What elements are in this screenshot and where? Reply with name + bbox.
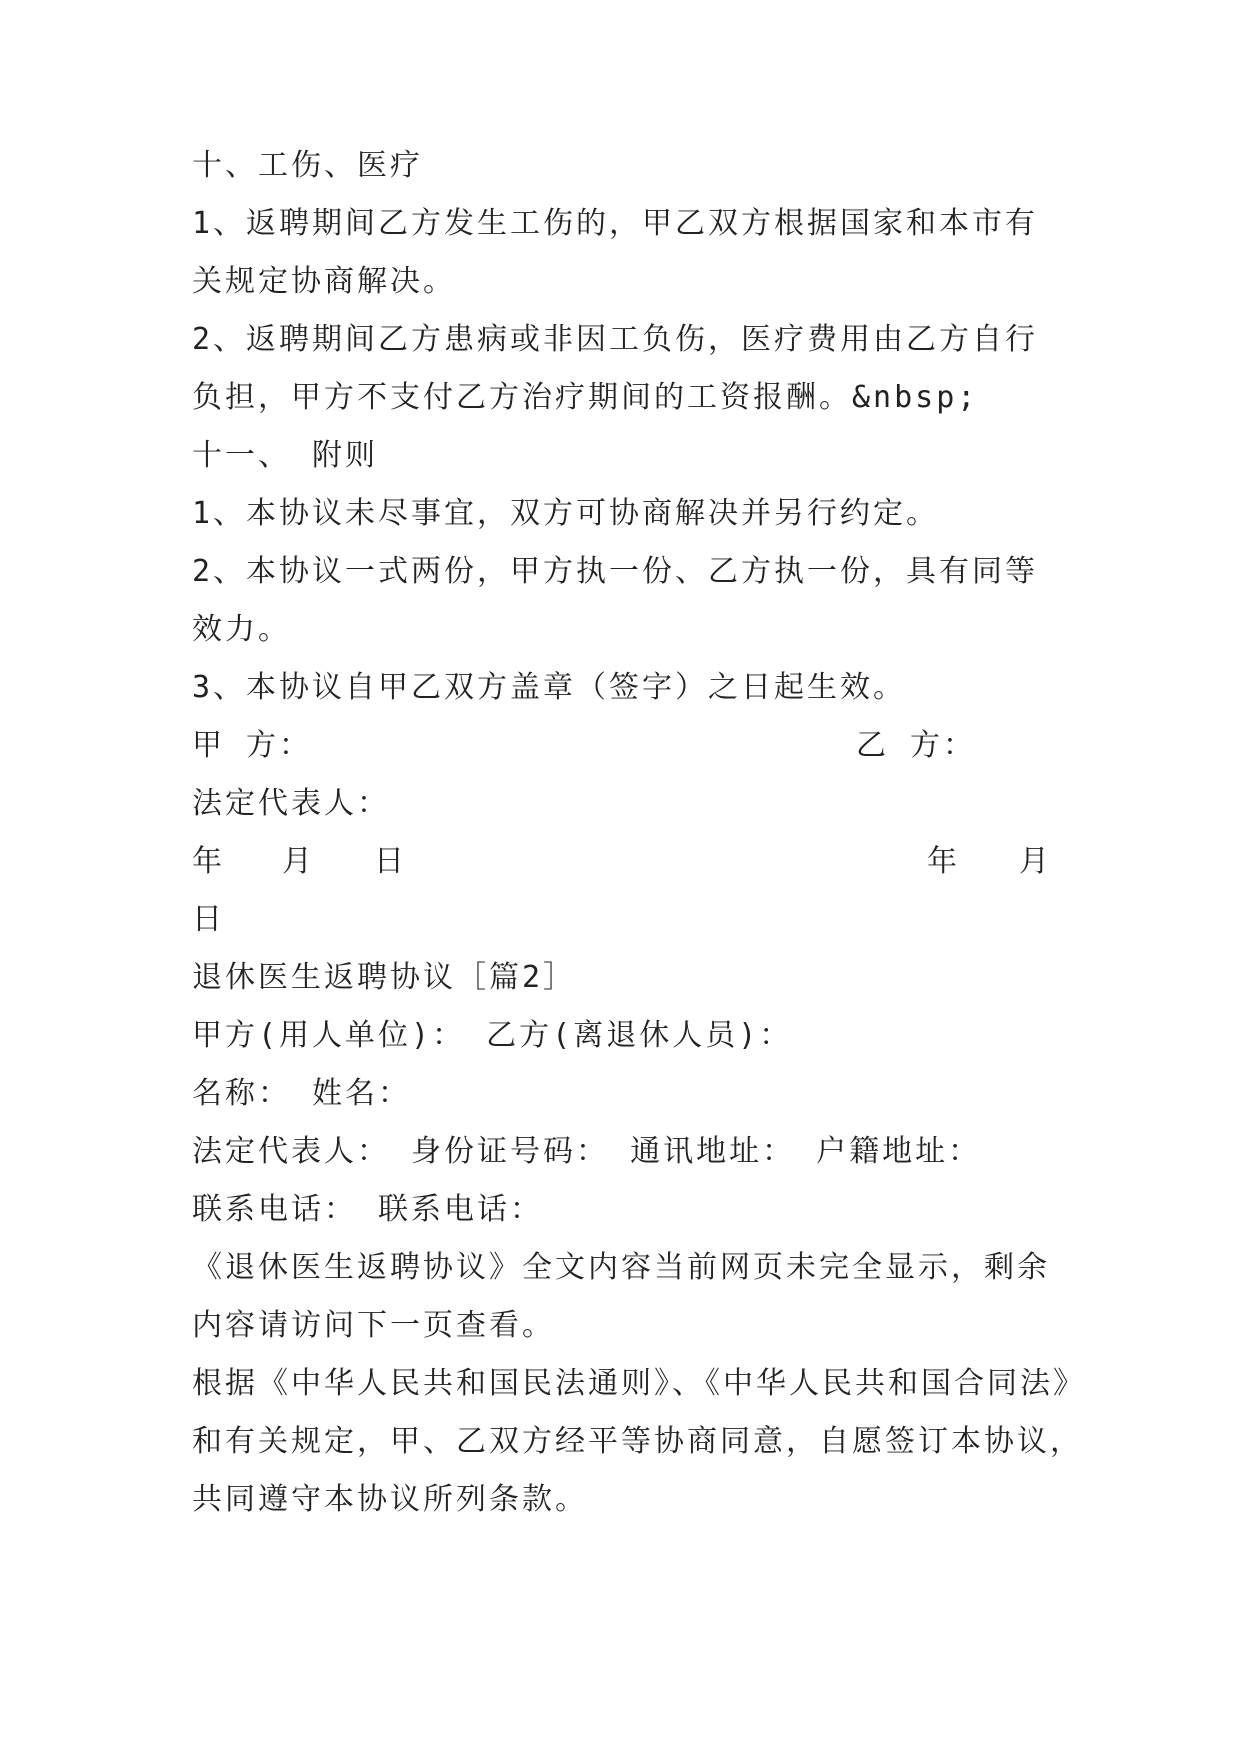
article-2-title: 退休医生返聘协议［篇2］ bbox=[192, 960, 577, 995]
article-2-notice-line-1: 《退休医生返聘协议》全文内容当前网页未完全显示，剩余 bbox=[192, 1250, 1050, 1285]
section-10-item-2-line-1: 2、返聘期间乙方患病或非因工负伤，医疗费用由乙方自行 bbox=[192, 322, 1039, 357]
article-2-intro-line-1: 根据《中华人民共和国民法通则》、《中华人民共和国合同法》 bbox=[192, 1366, 1086, 1401]
date-b-month: 月 bbox=[1019, 844, 1052, 879]
section-10-item-1-line-1: 1、返聘期间乙方发生工伤的，甲乙双方根据国家和本市有 bbox=[192, 206, 1039, 241]
section-11-heading: 十一、 附则 bbox=[192, 438, 379, 473]
section-10-item-1-line-2: 关规定协商解决。 bbox=[192, 264, 456, 299]
signature-date-wrap-row bbox=[192, 891, 1062, 949]
section-11-item-2-line-2: 效力。 bbox=[192, 612, 291, 647]
legal-rep-label: 法定代表人： bbox=[192, 786, 390, 821]
article-2-phones: 联系电话： 联系电话： bbox=[192, 1192, 544, 1227]
section-11-item-1: 1、本协议未尽事宜，双方可协商解决并另行约定。 bbox=[192, 496, 940, 531]
section-10-item-2-line-2: 负担，甲方不支付乙方治疗期间的工资报酬。&nbsp; bbox=[192, 380, 979, 415]
party-a-label: 甲 方： bbox=[192, 728, 313, 763]
article-2-representative: 法定代表人： 身份证号码： 通讯地址： 户籍地址： bbox=[192, 1134, 982, 1169]
signature-legal-rep-row bbox=[192, 775, 1062, 833]
article-2-parties: 甲方(用人单位)： 乙方(离退休人员)： bbox=[192, 1018, 793, 1053]
signature-date-row bbox=[192, 833, 1062, 891]
article-2-notice-line-2: 内容请访问下一页查看。 bbox=[192, 1308, 555, 1343]
section-11-item-3: 3、本协议自甲乙双方盖章（签字）之日起生效。 bbox=[192, 670, 907, 705]
section-10 bbox=[192, 137, 1062, 427]
article-2 bbox=[192, 949, 1086, 1529]
section-11-item-2-line-1: 2、本协议一式两份，甲方执一份、乙方执一份，具有同等 bbox=[192, 554, 1039, 589]
article-2-intro-line-3: 共同遵守本协议所列条款。 bbox=[192, 1482, 588, 1517]
party-b-label: 乙 方： bbox=[856, 728, 977, 763]
section-10-heading: 十、工伤、医疗 bbox=[192, 148, 423, 183]
article-2-intro-line-2: 和有关规定，甲、乙双方经平等协商同意，自愿签订本协议， bbox=[192, 1424, 1083, 1459]
section-11 bbox=[192, 427, 1062, 717]
date-b-year: 年 bbox=[927, 844, 960, 879]
signature-parties-row bbox=[192, 717, 1062, 775]
date-a-day: 日 bbox=[374, 844, 407, 879]
date-b-day: 日 bbox=[192, 902, 225, 937]
article-2-names: 名称： 姓名： bbox=[192, 1076, 412, 1111]
date-a-month: 月 bbox=[282, 844, 315, 879]
date-a-year: 年 bbox=[192, 844, 225, 879]
